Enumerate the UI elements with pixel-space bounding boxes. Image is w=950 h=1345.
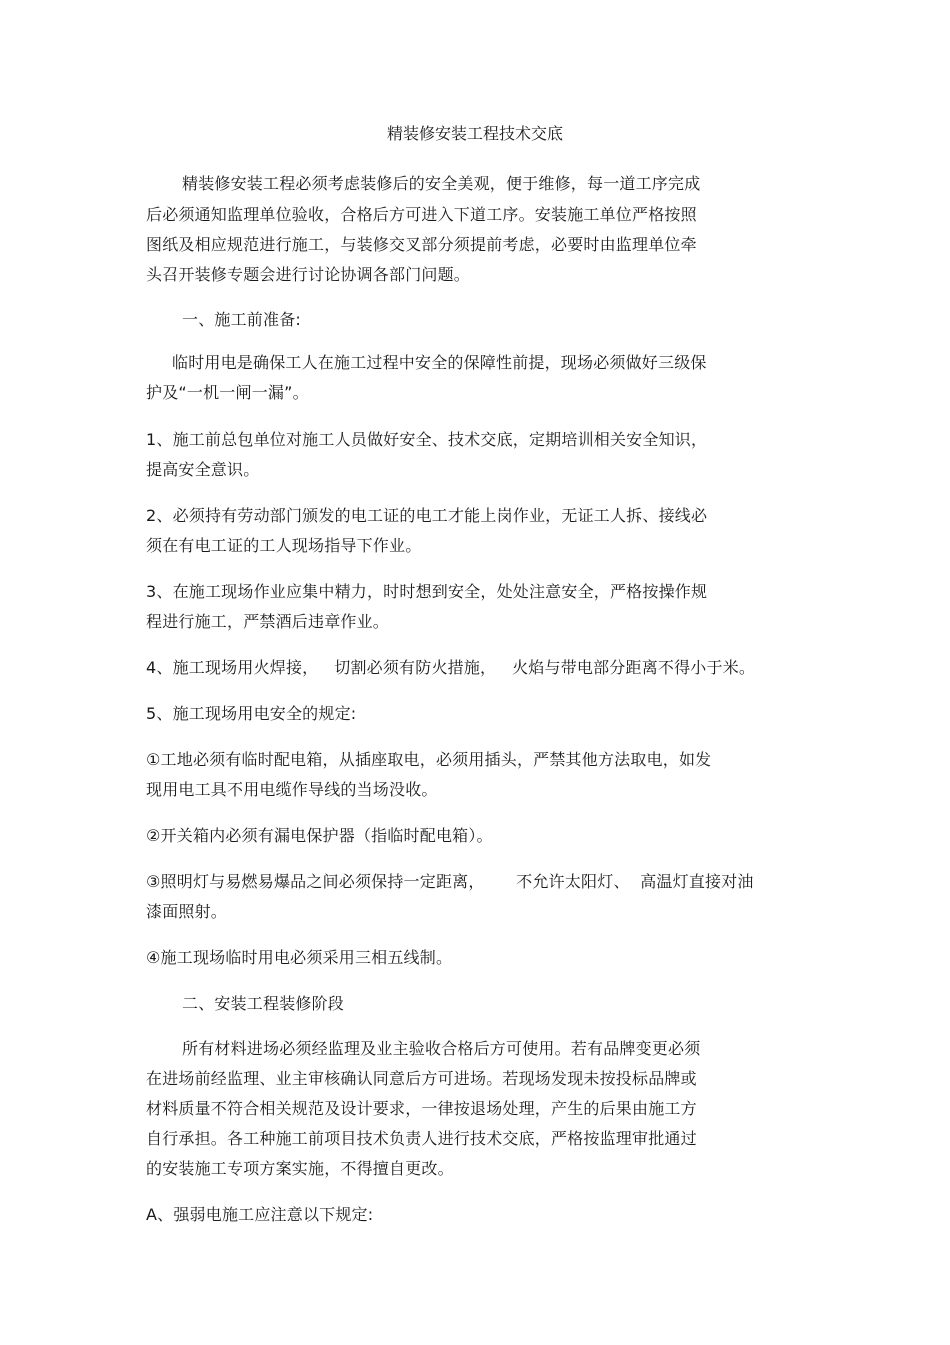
sub-item-1-line-1: ①工地必须有临时配电箱，从插座取电，必须用插头，严禁其他方法取电，如发 (146, 750, 712, 769)
section-2-heading: 二、安装工程装修阶段 (182, 994, 345, 1013)
item-1-line-1: 1、施工前总包单位对施工人员做好安全、技术交底，定期培训相关安全知识， (146, 430, 708, 449)
item-3-line-2: 程进行施工，严禁酒后违章作业。 (146, 612, 390, 631)
section-1-para-line-1: 临时用电是确保工人在施工过程中安全的保障性前提，现场必须做好三级保 (172, 353, 707, 372)
item-2-line-2: 须在有电工证的工人现场指导下作业。 (146, 536, 422, 555)
section-2-subheading: A、强弱电施工应注意以下规定: (146, 1205, 374, 1224)
sub-item-4: ④施工现场临时用电必须采用三相五线制。 (146, 948, 453, 967)
section-2-para-line-3: 材料质量不符合相关规范及设计要求，一律按退场处理，产生的后果由施工方 (146, 1099, 697, 1118)
section-2-para-line-2: 在进场前经监理、业主审核确认同意后方可进场。若现场发现未按投标品牌或 (146, 1069, 697, 1088)
section-1-para-line-2: 护及“一机一闸一漏”。 (146, 383, 309, 402)
section-1-heading: 一、施工前准备: (182, 310, 301, 329)
sub-item-2: ②开关箱内必须有漏电保护器（指临时配电箱）。 (146, 826, 493, 845)
document-title: 精装修安装工程技术交底 (386, 124, 563, 143)
intro-line-4: 头召开装修专题会进行讨论协调各部门问题。 (146, 265, 471, 284)
sub-item-1-line-2: 现用电工具不用电缆作导线的当场没收。 (146, 780, 438, 799)
section-2-para-line-4: 自行承担。各工种施工前项目技术负责人进行技术交底，严格按监理审批通过 (146, 1129, 697, 1148)
intro-line-3: 图纸及相应规范进行施工，与装修交叉部分须提前考虑，必要时由监理单位牵 (146, 235, 697, 254)
item-4: 4、施工现场用火焊接， 切割必须有防火措施， 火焰与带电部分距离不得小于米。 (146, 658, 756, 677)
sub-item-3-line-1: ③照明灯与易燃易爆品之间必须保持一定距离， 不允许太阳灯、 高温灯直接对油 (146, 872, 754, 891)
item-1-line-2: 提高安全意识。 (146, 460, 260, 479)
intro-line-1: 精装修安装工程必须考虑装修后的安全美观，便于维修，每一道工序完成 (182, 174, 701, 193)
item-3-line-1: 3、在施工现场作业应集中精力，时时想到安全，处处注意安全，严格按操作规 (146, 582, 708, 601)
item-2-line-1: 2、必须持有劳动部门颁发的电工证的电工才能上岗作业，无证工人拆、接线必 (146, 506, 708, 525)
intro-line-2: 后必须通知监理单位验收，合格后方可进入下道工序。安装施工单位严格按照 (146, 205, 697, 224)
item-5: 5、施工现场用电安全的规定: (146, 704, 357, 723)
section-2-para-line-5: 的安装施工专项方案实施，不得擅自更改。 (146, 1159, 454, 1178)
sub-item-3-line-2: 漆面照射。 (146, 902, 228, 921)
section-2-para-line-1: 所有材料进场必须经监理及业主验收合格后方可使用。若有品牌变更必须 (182, 1039, 701, 1058)
